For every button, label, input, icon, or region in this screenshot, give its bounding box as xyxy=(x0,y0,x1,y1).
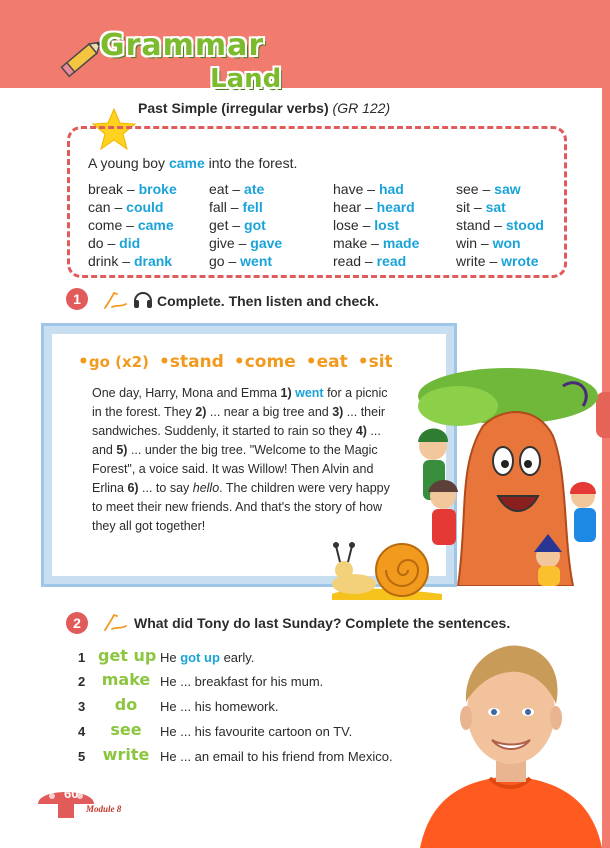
story-part: . The children were very happy to meet their new friends. And that's the story of how they all got together! xyxy=(92,481,390,533)
verb-base: do xyxy=(88,235,104,251)
bullet-dot-icon: • xyxy=(158,352,170,372)
verb-past: had xyxy=(378,181,404,197)
verb-past: got xyxy=(244,217,266,233)
sentence-text xyxy=(160,674,323,689)
verb-dash: – xyxy=(228,181,245,197)
sentence-number: 5 xyxy=(78,749,86,764)
grammar-example xyxy=(88,155,297,171)
verb-past: went xyxy=(240,253,273,269)
verb-pair xyxy=(333,199,456,215)
verb-past: stood xyxy=(505,217,544,233)
gap-number: 3) xyxy=(332,405,344,419)
verb-dash: – xyxy=(361,253,377,269)
bullet-dot-icon: • xyxy=(78,352,89,372)
verb-pair xyxy=(333,253,456,269)
sentence-part: early. xyxy=(219,650,255,665)
exercise-2-number: 2 xyxy=(73,615,81,631)
verb-pair xyxy=(209,217,333,233)
story-part: ... their sandwiches. Suddenly, it started to rain so they xyxy=(92,405,386,438)
story-part: ... to say xyxy=(138,481,193,495)
verb-past: ate xyxy=(244,181,265,197)
verb-pair xyxy=(209,181,333,197)
gap-answer: went xyxy=(295,386,324,400)
gap-number: 2) xyxy=(195,405,207,419)
verb-past: saw xyxy=(494,181,521,197)
verb-dash: – xyxy=(123,181,139,197)
word-box-item xyxy=(159,352,224,372)
verb-pair xyxy=(209,253,333,269)
sentence-number: 4 xyxy=(78,724,86,739)
verb-past: heard xyxy=(376,199,415,215)
grammar-title xyxy=(138,100,390,116)
page-edge-stripe xyxy=(602,88,610,848)
sentence-part: He ... breakfast for his mum. xyxy=(160,674,324,689)
verb-dash: – xyxy=(226,199,243,215)
exercise-1-number: 1 xyxy=(73,291,81,307)
gap-number: 5) xyxy=(116,443,128,457)
sentence-number: 2 xyxy=(78,674,86,689)
verb-pair xyxy=(333,235,456,251)
story-text xyxy=(92,384,392,536)
verb-base: come xyxy=(88,217,123,233)
exercise-1-number-wrap xyxy=(66,288,88,310)
verb-pair xyxy=(209,199,333,215)
verb-dash: – xyxy=(224,253,241,269)
verb-dash: – xyxy=(490,217,506,233)
logo-word-grammar: Grammar xyxy=(100,28,265,63)
verb-base: drink xyxy=(88,253,119,269)
verb-base: can xyxy=(88,199,111,215)
word-box-word: come xyxy=(244,352,296,372)
sentence-part: He xyxy=(160,650,181,665)
verb-base: sit xyxy=(456,199,470,215)
verb-dash: – xyxy=(358,217,375,233)
logo-word-land: Land xyxy=(210,64,282,94)
gap-number: 1) xyxy=(280,386,292,400)
sentence-verb: see xyxy=(110,720,142,739)
verb-pair xyxy=(456,253,566,269)
word-box-word: stand xyxy=(169,352,224,372)
verb-past: drank xyxy=(133,253,173,269)
verb-dash: – xyxy=(110,199,127,215)
sentence-verb: make xyxy=(101,670,151,689)
module-label: Module 8 xyxy=(86,804,122,814)
grammar-title-text: Past Simple (irregular verbs) xyxy=(138,100,329,116)
verb-pair xyxy=(456,181,566,197)
exercise-1-instruction: Complete. Then listen and check. xyxy=(157,293,379,309)
verb-pair xyxy=(333,217,456,233)
sentence-answer: got up xyxy=(180,650,220,665)
verb-dash: – xyxy=(367,235,383,251)
exercise-2-instruction: What did Tony do last Sunday? Complete the sentences. xyxy=(134,615,511,631)
verb-dash: – xyxy=(103,235,120,251)
gap-number: 4) xyxy=(355,424,367,438)
bullet-dot-icon: • xyxy=(305,352,317,372)
example-text-end: into the forest. xyxy=(204,155,298,171)
verb-base: give xyxy=(209,235,235,251)
verb-base: eat xyxy=(209,181,229,197)
verb-base: make xyxy=(333,235,368,251)
verb-base: have xyxy=(333,181,364,197)
verb-past: fell xyxy=(242,199,263,215)
boy-photo xyxy=(420,640,602,848)
verb-base: fall xyxy=(209,199,227,215)
sentence-text xyxy=(160,749,393,764)
sentence-part: He ... his homework. xyxy=(160,699,279,714)
verb-pair xyxy=(209,235,333,251)
page-number: 60 xyxy=(64,786,79,801)
verb-dash: – xyxy=(234,235,251,251)
sentence-number: 3 xyxy=(78,699,86,714)
verb-base: go xyxy=(209,253,225,269)
sentence-verb: do xyxy=(114,695,138,714)
verb-past: came xyxy=(137,217,174,233)
story-part: for a picnic in the forest. They xyxy=(92,386,388,419)
exercise-2-number-wrap xyxy=(66,612,88,634)
verb-pair xyxy=(88,199,209,215)
word-box xyxy=(78,352,393,372)
verb-table xyxy=(88,181,566,269)
verb-pair xyxy=(88,181,209,197)
sentence-part: He ... his favourite cartoon on TV. xyxy=(160,724,353,739)
word-box-item xyxy=(78,352,149,372)
verb-pair xyxy=(456,217,566,233)
verb-past: broke xyxy=(138,181,177,197)
page-edge-tab xyxy=(596,392,610,438)
verb-base: break xyxy=(88,181,124,197)
word-box-word: go (x2) xyxy=(88,353,149,371)
sentence-verb: write xyxy=(102,745,150,764)
verb-base: lose xyxy=(333,217,359,233)
verb-base: get xyxy=(209,217,229,233)
verb-pair xyxy=(88,253,209,269)
verb-dash: – xyxy=(122,217,138,233)
verb-pair xyxy=(456,199,566,215)
verb-past: read xyxy=(376,253,407,269)
snail-illustration xyxy=(332,536,442,600)
writing-icon xyxy=(102,289,128,311)
sentence-verb: get up xyxy=(98,646,157,665)
verb-dash: – xyxy=(470,199,486,215)
word-box-item xyxy=(358,352,393,372)
verb-pair xyxy=(88,235,209,251)
verb-past: made xyxy=(382,235,420,251)
verb-past: gave xyxy=(250,235,283,251)
verb-pair xyxy=(88,217,209,233)
writing-icon xyxy=(102,611,128,633)
example-text: A young boy xyxy=(88,155,169,171)
verb-base: hear xyxy=(333,199,362,215)
verb-base: win xyxy=(456,235,478,251)
verb-dash: – xyxy=(118,253,134,269)
story-italic-word: hello xyxy=(192,481,220,495)
verb-dash: – xyxy=(228,217,245,233)
verb-dash: – xyxy=(361,199,377,215)
story-part: ... under the big tree. "Welcome to the Magic Forest", a voice said. It was Willow! Then Alvin and Erlina xyxy=(92,443,378,495)
verb-past: lost xyxy=(374,217,400,233)
verb-past: wrote xyxy=(501,253,539,269)
word-box-item xyxy=(234,352,296,372)
example-verb: came xyxy=(168,155,205,171)
story-part: ... and xyxy=(92,424,381,457)
story-part: One day, Harry, Mona and Emma xyxy=(92,386,281,400)
sentence-text xyxy=(160,724,352,739)
verb-dash: – xyxy=(478,181,495,197)
verb-dash: – xyxy=(363,181,379,197)
story-part: ... near a big tree and xyxy=(206,405,333,419)
verb-base: read xyxy=(333,253,362,269)
verb-past: sat xyxy=(485,199,506,215)
verb-past: did xyxy=(119,235,141,251)
verb-dash: – xyxy=(477,235,493,251)
sentence-part: He ... an email to his friend from Mexico. xyxy=(160,749,393,764)
sentence-text xyxy=(160,650,254,665)
verb-dash: – xyxy=(485,253,502,269)
verb-base: see xyxy=(456,181,479,197)
word-box-word: eat xyxy=(316,352,348,372)
verb-base: stand xyxy=(456,217,491,233)
verb-pair xyxy=(456,235,566,251)
verb-past: won xyxy=(492,235,521,251)
word-box-word: sit xyxy=(368,352,393,372)
sentence-text xyxy=(160,699,279,714)
verb-past: could xyxy=(126,199,164,215)
bullet-dot-icon: • xyxy=(233,352,245,372)
grammar-reference: (GR 122) xyxy=(332,100,391,116)
verb-pair xyxy=(333,181,456,197)
bullet-dot-icon: • xyxy=(357,352,369,372)
headphones-icon[interactable] xyxy=(132,288,154,310)
gap-number: 6) xyxy=(127,481,139,495)
sentence-number: 1 xyxy=(78,650,86,665)
verb-base: write xyxy=(456,253,486,269)
word-box-item xyxy=(306,352,348,372)
